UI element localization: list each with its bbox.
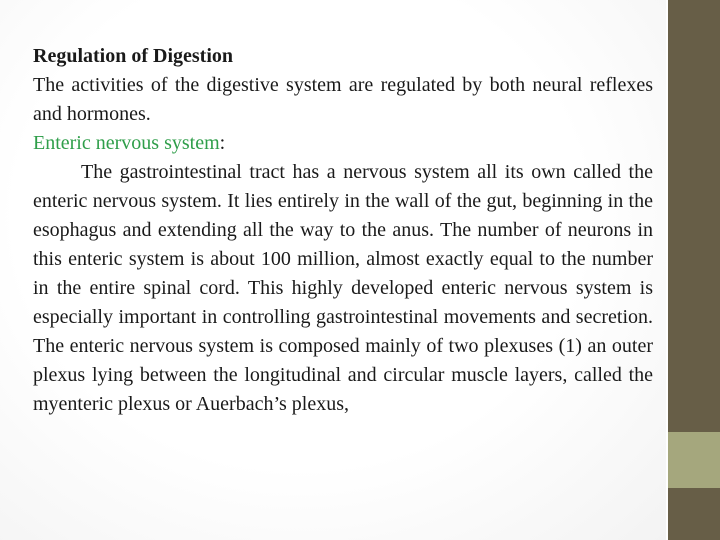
slide-content <box>33 42 653 419</box>
sidebar-dark-top <box>668 0 720 432</box>
body-paragraph: The gastrointestinal tract has a nervous system all its own called the enteric nervous system. It lies entirely in the wall of the gut, beginning in the esophagus and extending all the way to the anus. The number of neurons in this enteric system is about 100 million, almost exactly equal to the number in the entire spinal cord. This highly developed enteric nervous system is especially important in controlling gastrointestinal movements and secretion. The enteric nervous system is composed mainly of two plexuses (1) an outer plexus lying between the longitudinal and circular muscle layers, called the myenteric plexus or Auerbach’s plexus, <box>33 161 653 415</box>
slide-title: Regulation of Digestion <box>33 45 233 67</box>
section-heading: Enteric nervous system <box>33 132 220 154</box>
intro-paragraph: The activities of the digestive system are regulated by both neural reflexes and hormones. <box>33 74 653 125</box>
section-heading-line <box>33 129 653 158</box>
section-heading-colon: : <box>219 132 226 154</box>
sidebar-accent-block <box>668 432 720 488</box>
sidebar-dark-bottom <box>668 488 720 540</box>
